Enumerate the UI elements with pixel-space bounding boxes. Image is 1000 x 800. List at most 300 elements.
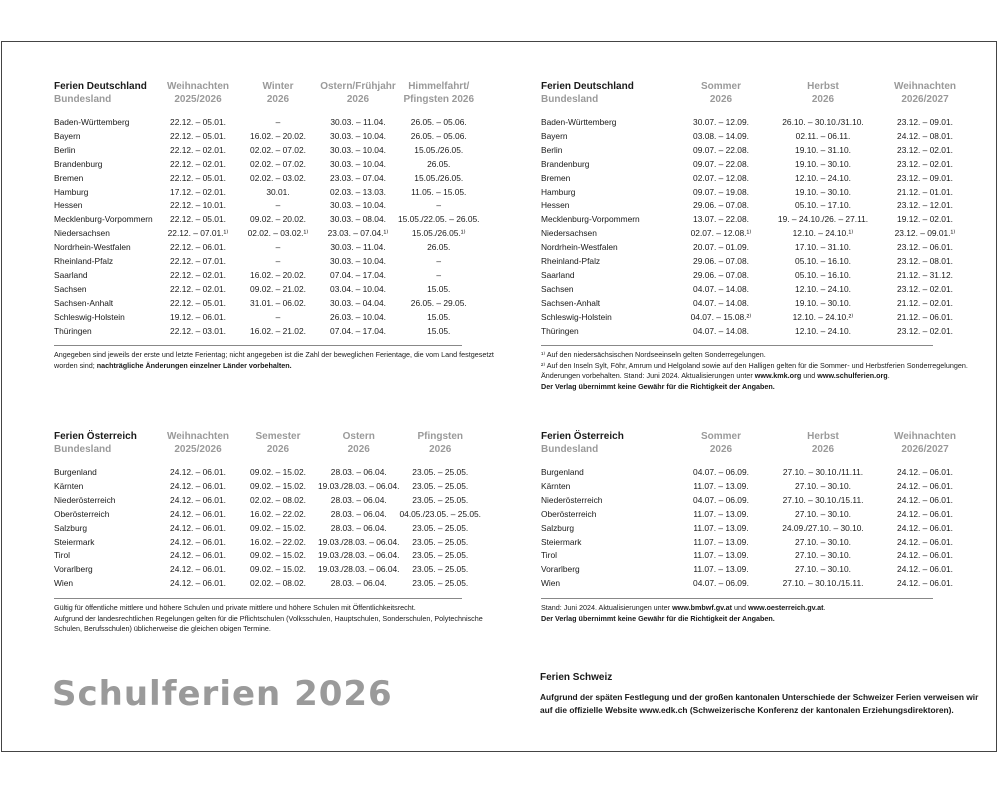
de-footnote-2: ²⁾ Auf den Inseln Sylt, Föhr, Amrum und Helgoland sowie auf den Halligen gelten für die Sommer- und Herbstferien Sonderregelungen. — [541, 360, 968, 370]
state-name: Thüringen — [54, 325, 92, 336]
holiday-dates: 22.12. – 07.01.¹⁾ — [167, 228, 229, 239]
holiday-dates: 07.04. – 17.04. — [330, 325, 386, 336]
state-name: Baden-Württemberg — [54, 117, 130, 127]
table-row — [541, 563, 971, 577]
holiday-dates: 11.07. – 13.09. — [693, 508, 749, 519]
holiday-dates: 23.05. – 25.05. — [412, 480, 469, 491]
state-name: Burgenland — [54, 467, 97, 477]
holiday-dates: 27.10. – 30.10./11.11. — [782, 467, 864, 477]
header-line2: 2026 — [709, 444, 733, 455]
holiday-dates: 15.05. — [427, 283, 451, 294]
table-row — [541, 227, 971, 241]
holiday-dates: 02.02. – 07.02. — [250, 144, 306, 155]
holiday-dates: 26.05. – 05.06. — [410, 130, 467, 141]
holiday-dates: 04.07. – 14.08. — [693, 283, 749, 294]
column-header — [675, 80, 767, 106]
holiday-dates: 23.12. – 02.01. — [897, 325, 953, 336]
holiday-dates: 19.10. – 30.10. — [795, 297, 851, 308]
header-line1: Ferien Deutschland — [54, 81, 147, 92]
holiday-dates: 28.03. – 06.04. — [330, 494, 387, 505]
state-name: Berlin — [54, 144, 76, 155]
header-line2: 2026 — [266, 94, 290, 105]
header-line1: Ferien Österreich — [54, 431, 137, 442]
header-line1: Semester — [255, 431, 301, 442]
holiday-dates: 23.05. – 25.05. — [412, 494, 469, 505]
header-row — [54, 80, 480, 106]
holiday-dates: 04.07. – 14.08. — [693, 325, 749, 336]
holiday-dates: 16.02. – 20.02. — [250, 269, 306, 280]
table-row — [54, 577, 481, 591]
holiday-dates: 23.03. – 07.04. — [330, 172, 386, 183]
table-row — [54, 199, 480, 213]
table-row — [54, 283, 480, 297]
holiday-dates: 09.02. – 21.02. — [250, 283, 306, 294]
column-header — [158, 430, 238, 456]
holiday-dates: 27.10. – 30.10. — [795, 480, 851, 491]
table-row — [54, 325, 480, 339]
holiday-dates: 24.12. – 06.01. — [897, 522, 953, 533]
table-row — [541, 283, 971, 297]
table-row — [541, 186, 971, 200]
table-row — [54, 494, 481, 508]
holiday-dates: – — [436, 200, 442, 211]
holiday-dates: 09.07. – 22.08. — [693, 158, 749, 169]
column-header — [767, 430, 879, 456]
holiday-dates: 30.01. — [266, 186, 290, 197]
schweiz-line1: Aufgrund der späten Festlegung und der großen kantonalen Unterschiede der Schweizer Ferien verweisen wir — [540, 692, 979, 702]
table-row — [54, 116, 480, 130]
at-table-left-block — [54, 430, 481, 591]
holiday-dates: 16.02. – 21.02. — [250, 325, 306, 336]
column-header — [238, 430, 318, 456]
holiday-dates: 30.03. – 11.04. — [330, 242, 386, 253]
schweiz-text — [540, 691, 978, 716]
holiday-dates: 23.05. – 25.05. — [412, 564, 469, 575]
holiday-dates: 30.03. – 11.04. — [330, 117, 386, 127]
de-update-note: Änderungen vorbehalten. Stand: Juni 2024. Aktualisierungen unter — [541, 371, 755, 381]
holiday-dates: 28.03. – 06.04. — [330, 578, 387, 589]
holiday-dates: 30.03. – 10.04. — [330, 130, 386, 141]
header-line2: 2026 — [347, 444, 370, 455]
holiday-dates: 23.05. – 25.05. — [412, 536, 469, 547]
state-name: Hessen — [54, 200, 83, 211]
holiday-dates: – — [275, 311, 281, 322]
holiday-dates: 23.12. – 02.01. — [897, 283, 953, 294]
column-header — [879, 80, 971, 106]
column-header — [400, 430, 482, 456]
header-line2: 2026 — [266, 444, 290, 455]
and-text: und — [731, 603, 748, 612]
table-row — [54, 130, 480, 144]
holiday-dates: 22.12. – 05.01. — [170, 172, 226, 183]
holiday-dates: – — [436, 256, 442, 267]
holiday-dates: 02.02. – 07.02. — [250, 158, 306, 169]
holiday-dates: 09.02. – 15.02. — [250, 550, 306, 561]
state-name: Wien — [54, 578, 74, 589]
table-row — [541, 480, 971, 494]
holiday-dates: 12.10. – 24.10. — [795, 172, 851, 183]
holiday-dates: 19.12. – 02.01. — [897, 214, 953, 225]
holiday-dates: 19.03./28.03. – 06.04. — [318, 550, 400, 561]
header-line2: 2025/2026 — [174, 94, 222, 105]
state-name: Schleswig-Holstein — [54, 311, 125, 322]
state-name: Sachsen — [54, 283, 87, 294]
column-header — [675, 430, 767, 456]
holiday-dates: 17.10. – 31.10. — [795, 242, 851, 253]
state-name: Brandenburg — [54, 158, 103, 169]
table-row — [541, 325, 971, 339]
holiday-dates: 04.07. – 06.09. — [693, 494, 749, 505]
table-row — [54, 466, 481, 480]
divider — [54, 345, 462, 346]
holiday-dates: 19.10. – 31.10. — [795, 144, 851, 155]
state-name: Thüringen — [541, 325, 579, 336]
state-name: Rheinland-Pfalz — [54, 256, 114, 267]
table-title-header — [54, 80, 158, 106]
holiday-dates: 23.05. – 25.05. — [412, 578, 469, 589]
holiday-dates: 07.04. – 17.04. — [330, 269, 386, 280]
holiday-dates: 26.05. — [427, 158, 451, 169]
holiday-dates: 09.07. – 22.08. — [693, 144, 749, 155]
table-row — [541, 213, 971, 227]
state-name: Niedersachsen — [54, 228, 110, 239]
holiday-dates: 04.07. – 06.09. — [693, 467, 749, 477]
holiday-dates: 11.05. – 15.05. — [411, 186, 467, 197]
table-row — [54, 297, 480, 311]
table-row — [541, 549, 971, 563]
header-line2: 2026 — [346, 94, 370, 105]
header-line1: Herbst — [807, 431, 839, 442]
state-name: Saarland — [541, 269, 575, 280]
header-spacer — [541, 106, 971, 116]
holiday-dates: 24.12. – 06.01. — [170, 564, 226, 575]
holiday-dates: 12.10. – 24.10.²⁾ — [792, 311, 854, 322]
at-table-left — [54, 430, 481, 591]
holiday-dates: 22.12. – 02.01. — [170, 158, 226, 169]
header-line1: Sommer — [700, 81, 741, 92]
at-note — [54, 603, 483, 635]
column-header — [398, 80, 480, 106]
holiday-dates: 24.12. – 06.01. — [170, 522, 226, 533]
holiday-dates: 27.10. – 30.10./15.11. — [782, 578, 864, 589]
holiday-dates: 02.02. – 03.02. — [250, 172, 306, 183]
at-table-right-block — [541, 430, 971, 591]
state-name: Bayern — [541, 130, 568, 141]
state-name: Saarland — [54, 269, 88, 280]
header-line2: 2026 — [811, 94, 835, 105]
table-row — [541, 536, 971, 550]
holiday-dates: 24.12. – 08.01. — [897, 130, 953, 141]
holiday-dates: 22.12. – 05.01. — [170, 130, 226, 141]
holiday-dates: 22.12. – 02.01. — [170, 144, 226, 155]
header-line2: Bundesland — [54, 94, 112, 105]
holiday-dates: 02.03. – 13.03. — [330, 186, 386, 197]
holiday-dates: 15.05./22.05. – 26.05. — [398, 214, 480, 225]
state-name: Bayern — [54, 130, 81, 141]
state-name: Mecklenburg-Vorpommern — [541, 214, 640, 225]
holiday-dates: 27.10. – 30.10. — [795, 536, 851, 547]
state-name: Steiermark — [541, 536, 582, 547]
holiday-dates: 24.12. – 06.01. — [897, 578, 953, 589]
header-line1: Ostern — [342, 431, 375, 442]
holiday-dates: 22.12. – 03.01. — [170, 325, 226, 336]
dot-text: . — [823, 603, 826, 612]
oesterreich-link[interactable]: www.oesterreich.gv.at — [747, 603, 824, 612]
table-row — [54, 227, 480, 241]
table-row — [541, 577, 971, 591]
holiday-dates: – — [275, 117, 281, 127]
at-table-right — [541, 430, 971, 591]
holiday-dates: 24.12. – 06.01. — [170, 536, 226, 547]
holiday-dates: 27.10. – 30.10. — [795, 550, 851, 561]
at-note-2: Aufgrund der landesrechtlichen Regelungen gelten für die Pflichtschulen (Volksschulen, Hauptschulen, Sonderschulen, Polytechnische — [54, 613, 483, 623]
state-name: Mecklenburg-Vorpommern — [54, 214, 153, 225]
table-row — [54, 158, 480, 172]
state-name: Rheinland-Pfalz — [541, 256, 601, 267]
holiday-dates: 23.12. – 06.01. — [897, 242, 953, 253]
header-line1: Ferien Österreich — [541, 431, 624, 442]
holiday-dates: 12.10. – 24.10. — [795, 325, 851, 336]
holiday-dates: – — [436, 269, 442, 280]
state-name: Hessen — [541, 200, 570, 211]
column-header — [318, 430, 400, 456]
divider — [54, 598, 462, 599]
state-name: Berlin — [541, 144, 563, 155]
holiday-dates: 02.07. – 12.08. — [693, 172, 749, 183]
table-row — [54, 549, 481, 563]
table-row — [541, 172, 971, 186]
holiday-dates: 24.09./27.10. – 30.10. — [782, 522, 864, 533]
holiday-dates: 15.05. — [427, 325, 451, 336]
de-table-right — [541, 80, 971, 339]
state-name: Burgenland — [541, 467, 584, 477]
holiday-dates: 05.10. – 16.10. — [795, 269, 851, 280]
state-name: Hamburg — [541, 186, 576, 197]
holiday-dates: 27.10. – 30.10. — [795, 508, 851, 519]
holiday-dates: 27.10. – 30.10. — [795, 564, 851, 575]
holiday-dates: 22.12. – 02.01. — [170, 269, 226, 280]
holiday-dates: 09.02. – 15.02. — [250, 522, 306, 533]
holiday-dates: 21.12. – 02.01. — [897, 297, 953, 308]
holiday-dates: 11.07. – 13.09. — [693, 522, 749, 533]
header-line2: 2026/2027 — [901, 444, 949, 455]
table-title-header — [541, 430, 675, 456]
holiday-dates: – — [275, 200, 281, 211]
de-footnote-1: ¹⁾ Auf den niedersächsischen Nordseeinseln gelten Sonderregelungen. — [541, 350, 766, 359]
holiday-dates: 12.10. – 24.10. — [795, 283, 851, 294]
holiday-dates: 22.12. – 05.01. — [170, 297, 226, 308]
holiday-dates: 30.03. – 10.04. — [330, 158, 386, 169]
table-row — [541, 297, 971, 311]
holiday-dates: 30.03. – 04.04. — [330, 297, 386, 308]
header-line2: Bundesland — [541, 94, 599, 105]
at-disclaimer: Der Verlag übernimmt keine Gewähr für die Richtigkeit der Angaben. — [541, 613, 775, 623]
de-disclaimer: Der Verlag übernimmt keine Gewähr für die Richtigkeit der Angaben. — [541, 381, 775, 391]
bmbwf-link[interactable]: www.bmbwf.gv.at — [672, 603, 732, 612]
table-row — [54, 536, 481, 550]
kmk-link[interactable]: www.kmk.org — [754, 371, 802, 381]
holiday-dates: 28.03. – 06.04. — [330, 467, 387, 477]
column-header — [158, 80, 238, 106]
holiday-dates: 23.03. – 07.04.¹⁾ — [327, 228, 389, 239]
holiday-dates: 16.02. – 22.02. — [250, 536, 306, 547]
header-line1: Weihnachten — [893, 81, 957, 92]
holiday-dates: 29.06. – 07.08. — [693, 256, 749, 267]
state-name: Wien — [541, 578, 561, 589]
holiday-dates: 29.06. – 07.08. — [693, 200, 749, 211]
de-note-bold: nachträgliche Änderungen einzelner Länder vorbehalten. — [96, 360, 292, 370]
holiday-dates: 24.12. – 06.01. — [170, 508, 226, 519]
table-row — [541, 494, 971, 508]
holiday-dates: 24.12. – 06.01. — [897, 564, 953, 575]
table-row — [541, 311, 971, 325]
at-update-note — [541, 603, 825, 624]
holiday-dates: 26.05. – 29.05. — [410, 297, 467, 308]
state-name: Niederösterreich — [54, 494, 116, 505]
header-spacer — [54, 106, 480, 116]
at-note-1: Gültig für öffentliche mittlere und höhere Schulen und private mittlere und höhere Schulen mit Öffentlichkeitsrecht. — [54, 603, 416, 612]
holiday-dates: 23.12. – 09.01. — [897, 172, 953, 183]
page-title: Schulferien 2026 — [52, 674, 393, 714]
holiday-dates: 11.07. – 13.09. — [693, 564, 749, 575]
table-row — [54, 144, 480, 158]
holiday-dates: 11.07. – 13.09. — [693, 550, 749, 561]
header-line1: Pfingsten — [417, 431, 464, 442]
header-line1: Weihnachten — [166, 81, 230, 92]
header-line2: Pfingsten 2026 — [403, 94, 475, 105]
holiday-dates: 26.05. – 05.06. — [410, 117, 467, 127]
holiday-dates: 19.03./28.03. – 06.04. — [318, 480, 400, 491]
holiday-dates: 30.03. – 08.04. — [330, 214, 386, 225]
table-row — [541, 508, 971, 522]
header-line2: 2026/2027 — [901, 94, 949, 105]
holiday-dates: 13.07. – 22.08. — [693, 214, 749, 225]
holiday-dates: 15.05./26.05. — [414, 172, 464, 183]
holiday-dates: 27.10. – 30.10./15.11. — [782, 494, 864, 505]
table-row — [541, 199, 971, 213]
header-line1: Ferien Deutschland — [541, 81, 634, 92]
header-spacer — [541, 456, 971, 466]
holiday-dates: 19.03./28.03. – 06.04. — [318, 564, 400, 575]
table-row — [54, 508, 481, 522]
holiday-dates: 23.12. – 02.01. — [897, 158, 953, 169]
holiday-dates: 02.11. – 06.11. — [795, 130, 851, 141]
at-update-text: Stand: Juni 2024. Aktualisierungen unter — [541, 603, 673, 612]
header-row — [541, 80, 971, 106]
table-row — [541, 466, 971, 480]
table-row — [54, 172, 480, 186]
divider — [541, 345, 933, 346]
holiday-dates: 23.05. – 25.05. — [412, 522, 469, 533]
holiday-dates: 26.10. – 30.10./31.10. — [782, 117, 864, 127]
holiday-dates: 24.12. – 06.01. — [170, 550, 226, 561]
holiday-dates: 29.06. – 07.08. — [693, 269, 749, 280]
holiday-dates: 04.07. – 06.09. — [693, 578, 749, 589]
state-name: Sachsen — [541, 283, 574, 294]
header-line2: Bundesland — [54, 444, 112, 455]
table-row — [54, 269, 480, 283]
holiday-dates: 03.04. – 10.04. — [330, 283, 386, 294]
header-line1: Weihnachten — [893, 431, 957, 442]
holiday-dates: 24.12. – 06.01. — [897, 550, 953, 561]
holiday-dates: 09.07. – 19.08. — [693, 186, 749, 197]
holiday-dates: 24.12. – 06.01. — [170, 480, 226, 491]
holiday-dates: 02.02. – 03.02.¹⁾ — [247, 228, 309, 239]
holiday-dates: 03.08. – 14.09. — [693, 130, 749, 141]
holiday-dates: 15.05./26.05.¹⁾ — [411, 228, 466, 239]
state-name: Brandenburg — [541, 158, 590, 169]
table-row — [541, 130, 971, 144]
holiday-dates: 24.12. – 06.01. — [897, 508, 953, 519]
holiday-dates: 22.12. – 02.01. — [170, 283, 226, 294]
holiday-dates: 09.02. – 15.02. — [250, 480, 306, 491]
state-name: Oberösterreich — [541, 508, 597, 519]
and-text: und — [801, 371, 818, 381]
divider — [541, 598, 933, 599]
table-row — [541, 269, 971, 283]
holiday-dates: 09.02. – 20.02. — [250, 214, 306, 225]
holiday-dates: 30.03. – 10.04. — [330, 256, 386, 267]
header-line2: Bundesland — [541, 444, 599, 455]
header-line1: Ostern/Frühjahr — [320, 81, 396, 92]
header-spacer — [54, 456, 481, 466]
table-title-header — [541, 80, 675, 106]
holiday-dates: 30.03. – 10.04. — [330, 144, 386, 155]
table-row — [54, 213, 480, 227]
column-header — [879, 430, 971, 456]
holiday-dates: 23.12. – 12.01. — [897, 200, 953, 211]
table-row — [54, 241, 480, 255]
holiday-dates: 21.12. – 31.12. — [897, 269, 953, 280]
holiday-dates: 26.03. – 10.04. — [330, 311, 386, 322]
state-name: Oberösterreich — [54, 508, 110, 519]
header-row — [54, 430, 481, 456]
holiday-dates: 05.10. – 17.10. — [795, 200, 851, 211]
holiday-dates: 09.02. – 15.02. — [250, 564, 306, 575]
state-name: Kärnten — [54, 480, 84, 491]
table-row — [54, 480, 481, 494]
table-title-header — [54, 430, 158, 456]
schulferien-link[interactable]: www.schulferien.org — [817, 371, 888, 381]
schweiz-title: Ferien Schweiz — [540, 672, 613, 683]
holiday-dates: 09.02. – 15.02. — [250, 467, 306, 477]
holiday-dates: 22.12. – 05.01. — [170, 214, 226, 225]
holiday-dates: 23.12. – 09.01. — [897, 117, 953, 127]
holiday-dates: 02.02. – 08.02. — [250, 494, 306, 505]
dot-text: . — [887, 371, 890, 381]
holiday-dates: 19. – 24.10./26. – 27.11. — [777, 214, 869, 225]
holiday-dates: 28.03. – 06.04. — [330, 508, 387, 519]
holiday-dates: 02.07. – 12.08.¹⁾ — [690, 228, 752, 239]
state-name: Hamburg — [54, 186, 89, 197]
state-name: Nordrhein-Westfalen — [54, 242, 131, 253]
holiday-dates: 02.02. – 08.02. — [250, 578, 306, 589]
state-name: Salzburg — [54, 522, 88, 533]
holiday-dates: – — [275, 256, 281, 267]
table-row — [54, 255, 480, 269]
holiday-dates: 04.07. – 14.08. — [693, 297, 749, 308]
header-line1: Himmelfahrt/ — [408, 81, 470, 92]
holiday-dates: 20.07. – 01.09. — [693, 242, 749, 253]
header-row — [541, 430, 971, 456]
table-row — [541, 158, 971, 172]
holiday-dates: 28.03. – 06.04. — [330, 522, 387, 533]
holiday-dates: 23.12. – 02.01. — [897, 144, 953, 155]
holiday-dates: 23.12. – 09.01.¹⁾ — [894, 228, 956, 239]
header-line1: Herbst — [807, 81, 839, 92]
table-row — [541, 255, 971, 269]
holiday-dates: 22.12. – 05.01. — [170, 117, 226, 127]
